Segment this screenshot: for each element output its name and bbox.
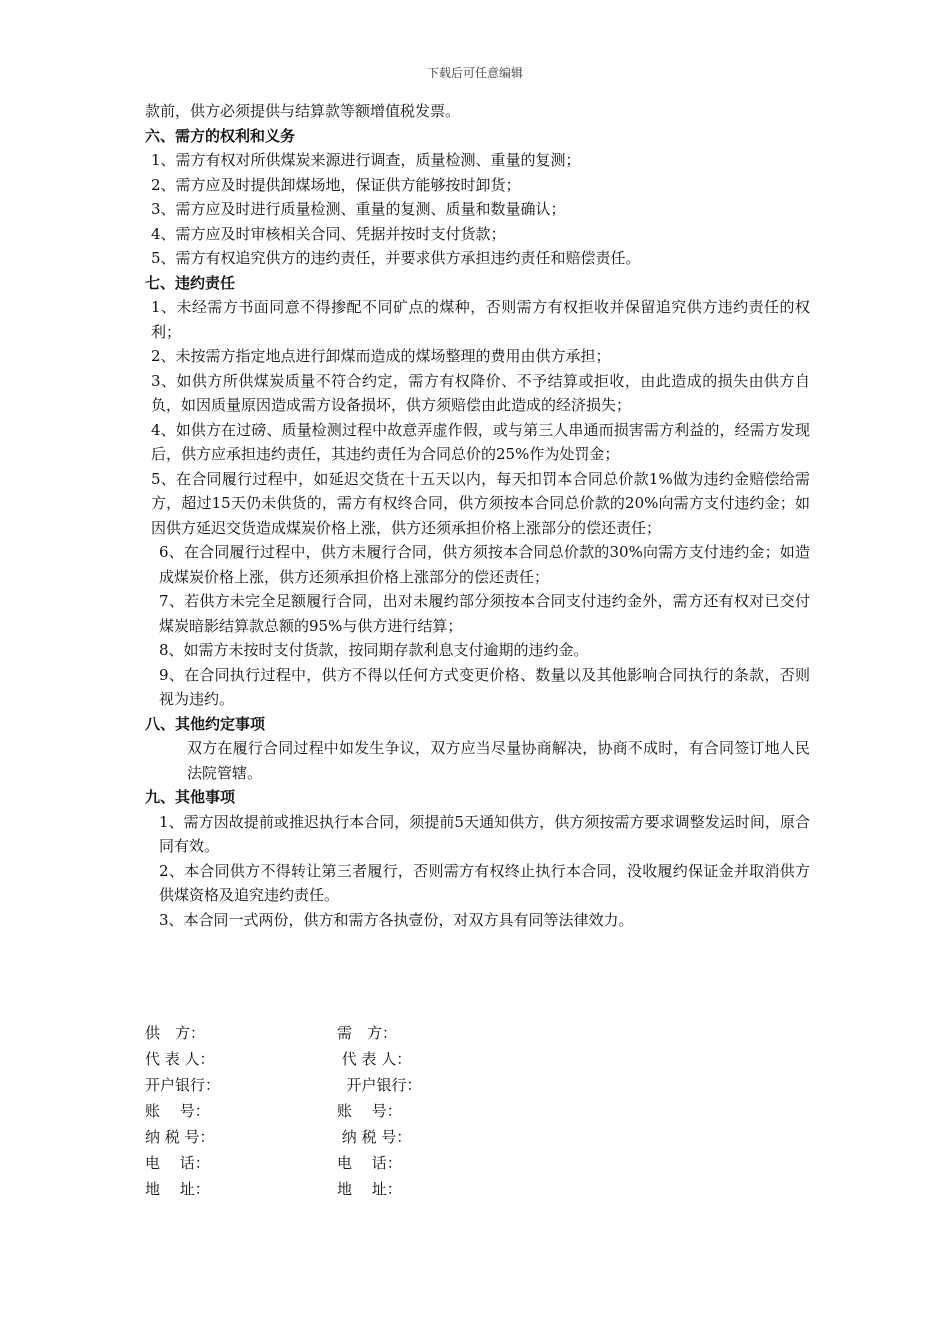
supplier-field-label: 供 方： — [145, 1024, 206, 1042]
buyer-field-label: 代 表 人： — [337, 1050, 412, 1068]
signature-row — [145, 1074, 645, 1100]
signature-row — [145, 1048, 645, 1074]
paragraph: 1、未经需方书面同意不得掺配不同矿点的煤种，否则需方有权拒收并保留追究供方违约责任的权利； — [151, 298, 810, 341]
contract-body — [145, 99, 810, 932]
paragraph: 4、需方应及时审核相关合同、凭据并按时支付货款； — [151, 224, 506, 243]
buyer-field-label: 需 方： — [337, 1024, 398, 1042]
paragraph: 3、如供方所供煤炭质量不符合约定，需方有权降价、不予结算或拒收，由此造成的损失由供方自负，如因质量原因造成需方设备损坏，供方须赔偿由此造成的经济损失； — [151, 371, 810, 414]
buyer-field-label: 地 址： — [337, 1180, 402, 1198]
paragraph: 款前，供方必须提供与结算款等额增值税发票。 — [145, 102, 461, 120]
section-heading: 六、需方的权利和义务 — [145, 126, 296, 145]
buyer-field-label: 纳 税 号： — [337, 1128, 412, 1146]
supplier-field-label: 地 址： — [145, 1180, 210, 1198]
paragraph: 4、如供方在过磅、质量检测过程中故意弄虚作假，或与第三人串通而损害需方利益的，经需方发现后，供方应承担违约责任，其违约责任为合同总价的25%作为处罚金； — [151, 420, 810, 463]
page-header-note: 下载后可任意编辑 — [426, 66, 523, 80]
paragraph: 3、本合同一式两份，供方和需方各执壹份，对双方具有同等法律效力。 — [159, 910, 634, 929]
paragraph: 2、未按需方指定地点进行卸煤而造成的煤场整理的费用由供方承担； — [151, 347, 611, 365]
section-heading: 七、违约责任 — [145, 273, 236, 292]
buyer-field-label: 开户银行： — [337, 1076, 422, 1094]
signature-row — [145, 1100, 645, 1126]
signature-row — [145, 1152, 645, 1178]
paragraph: 双方在履行合同过程中如发生争议，双方应当尽量协商解决，协商不成时，有合同签订地人民法院管辖。 — [187, 739, 810, 782]
buyer-field-label: 电 话： — [337, 1154, 402, 1172]
paragraph: 5、需方有权追究供方的违约责任，并要求供方承担违约责任和赔偿责任。 — [151, 249, 641, 267]
supplier-field-label: 纳 税 号： — [145, 1128, 215, 1146]
paragraph: 5、在合同履行过程中，如延迟交货在十五天以内，每天扣罚本合同总价款1%做为违约金赔偿给需方，超过15天仍未供货的，需方有权终合同，供方须按本合同总价款的20%向需方支付违约金；如因供方延迟交货造成煤炭价格上涨，供方还须承担价格上涨部分的偿还责任； — [151, 469, 810, 537]
paragraph: 8、如需方未按时支付货款，按同期存款利息支付逾期的违约金。 — [159, 641, 589, 659]
paragraph: 7、若供方未完全足额履行合同，出对未履约部分须按本合同支付违约金外，需方还有权对已交付煤炭暗影结算款总额的95%与供方进行结算； — [159, 592, 810, 635]
paragraph: 2、本合同供方不得转让第三者履行，否则需方有权终止执行本合同，没收履约保证金并取消供方供煤资格及追究违约责任。 — [159, 861, 810, 904]
supplier-field-label: 开户银行： — [145, 1076, 221, 1094]
signature-row — [145, 1022, 645, 1048]
signature-row — [145, 1126, 645, 1152]
signature-block — [145, 1022, 645, 1204]
paragraph: 1、需方因故提前或推迟执行本合同，须提前5天通知供方，供方须按需方要求调整发运时间，原合同有效。 — [159, 812, 810, 855]
paragraph: 3、需方应及时进行质量检测、重量的复测、质量和数量确认； — [151, 200, 566, 218]
buyer-field-label: 账 号： — [337, 1102, 402, 1120]
paragraph: 1、需方有权对所供煤炭来源进行调查，质量检测、重量的复测； — [151, 151, 581, 169]
section-heading: 九、其他事项 — [145, 788, 236, 806]
paragraph: 9、在合同执行过程中，供方不得以任何方式变更价格、数量以及其他影响合同执行的条款，否则视为违约。 — [159, 665, 810, 708]
section-heading: 八、其他约定事项 — [145, 714, 266, 733]
signature-row — [145, 1178, 645, 1204]
supplier-field-label: 账 号： — [145, 1102, 210, 1120]
paragraph: 2、需方应及时提供卸煤场地，保证供方能够按时卸货； — [151, 175, 521, 194]
supplier-field-label: 电 话： — [145, 1154, 210, 1172]
paragraph: 6、在合同履行过程中，供方未履行合同，供方须按本合同总价款的30%向需方支付违约金；如造成煤炭价格上涨，供方还须承担价格上涨部分的偿还责任； — [159, 543, 810, 586]
supplier-field-label: 代 表 人： — [145, 1050, 215, 1068]
